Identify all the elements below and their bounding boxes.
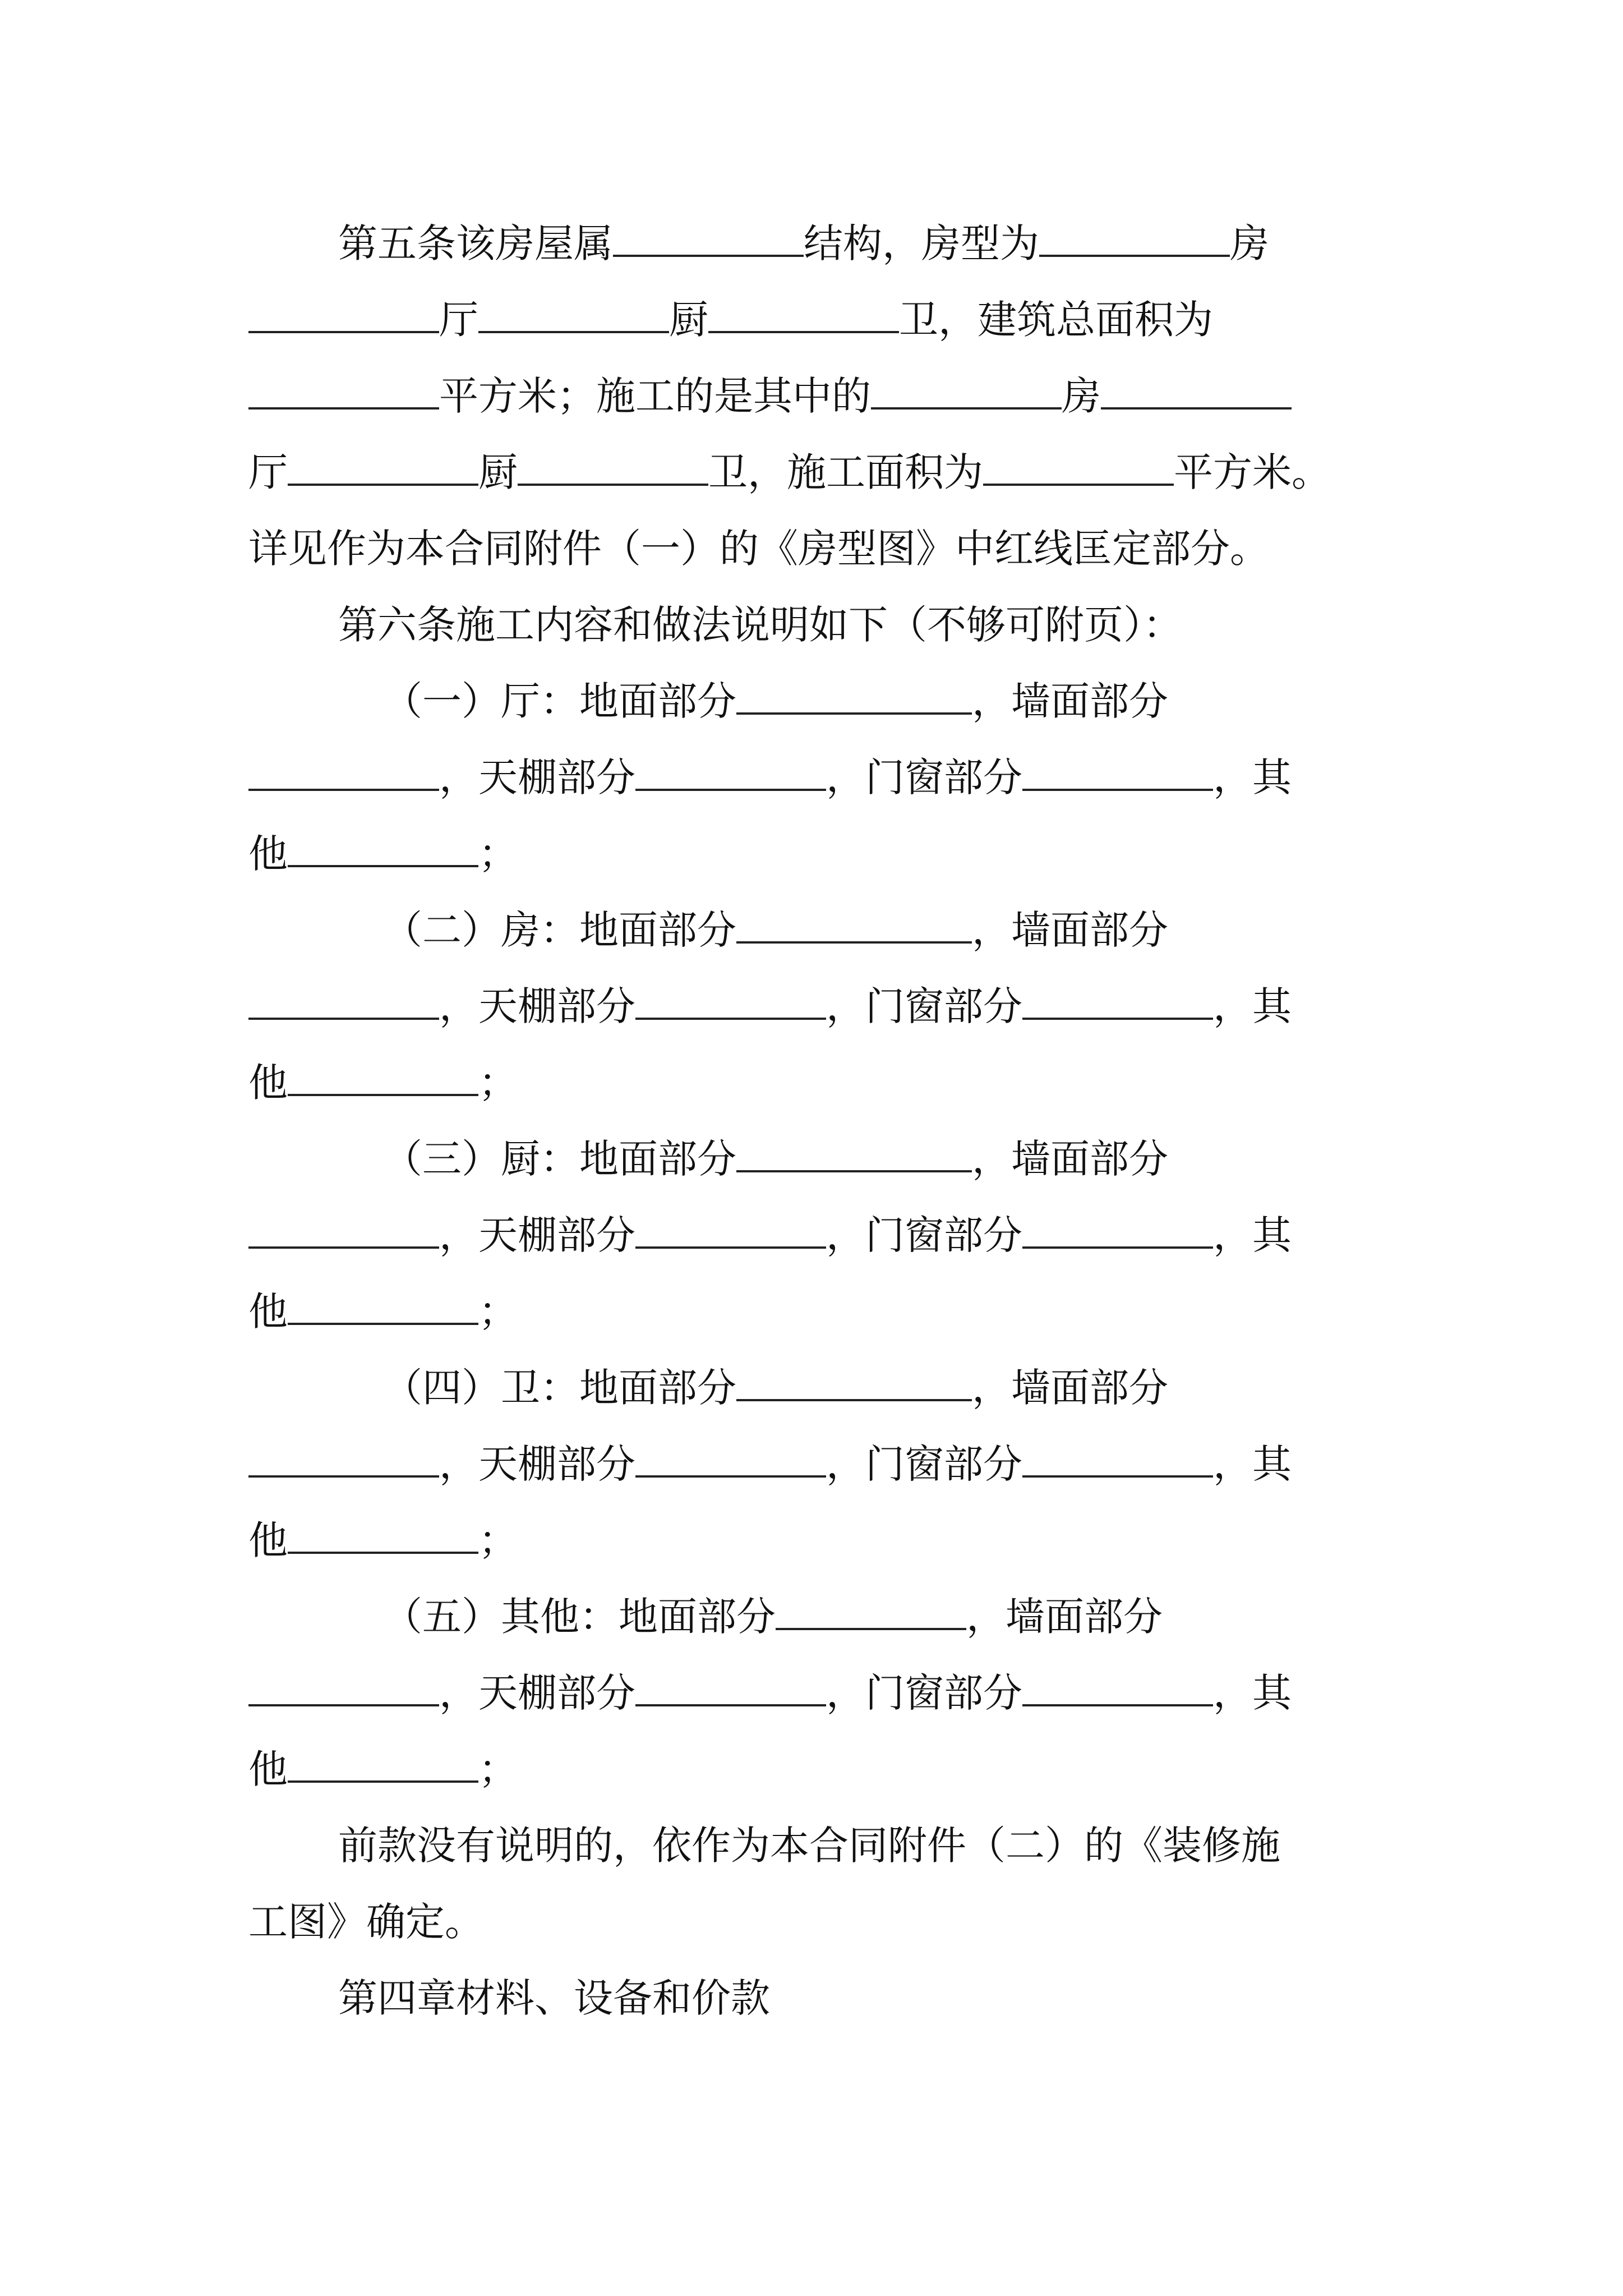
text: ，天棚部分 [439, 1212, 635, 1258]
text: ，墙面部分 [972, 1136, 1168, 1182]
blank-field [635, 1446, 826, 1478]
blank-field [1022, 1217, 1213, 1249]
blank-field [288, 836, 478, 867]
section-3-line-1 [248, 1121, 1527, 1197]
text: ，天棚部分 [439, 754, 635, 800]
section-label: （五）其他：地面部分 [383, 1594, 776, 1640]
section-4-line-2 [248, 1426, 1393, 1502]
blank-field [1022, 988, 1213, 1020]
section-label: （四）卫：地面部分 [383, 1365, 736, 1411]
text: ，门窗部分 [826, 1212, 1022, 1258]
blank-field [635, 1675, 826, 1706]
blank-field [736, 1141, 972, 1172]
text: 他 [248, 1517, 288, 1563]
text: 第六条施工内容和做法说明如下（不够可附页）： [338, 602, 1182, 648]
text: 前款没有说明的，依作为本合同附件（二）的《装修施 [338, 1823, 1280, 1869]
text: ； [478, 1746, 518, 1792]
section-2-line-3 [248, 1045, 1393, 1121]
text: 卫，建筑总面积为 [899, 297, 1213, 343]
blank-field [1039, 226, 1230, 257]
text: 他 [248, 831, 288, 877]
section-5-line-1 [248, 1579, 1527, 1655]
section-5-line-3 [248, 1731, 1393, 1807]
section-label: （二）房：地面部分 [383, 907, 736, 953]
text: 结构，房型为 [804, 220, 1039, 266]
article-5-line-1 [248, 205, 1482, 282]
section-3-line-3 [248, 1273, 1393, 1350]
text: ，墙面部分 [966, 1594, 1163, 1640]
text: 工图》确定。 [248, 1899, 484, 1945]
section-3-line-2 [248, 1197, 1393, 1273]
article-5-line-5 [248, 510, 1393, 587]
closing-line-2 [248, 1884, 1393, 1960]
text: ，其 [1213, 1670, 1292, 1716]
text: 他 [248, 1060, 288, 1106]
text: ，其 [1213, 983, 1292, 1029]
text: ； [478, 1289, 518, 1335]
text: 第五条该房屋属 [338, 220, 613, 266]
blank-field [248, 302, 439, 333]
text: ，其 [1213, 1441, 1292, 1487]
text: ，门窗部分 [826, 983, 1022, 1029]
text: 厨 [669, 297, 708, 343]
text: 他 [248, 1746, 288, 1792]
text: ； [478, 1060, 518, 1106]
text: ，其 [1213, 754, 1292, 800]
blank-field [983, 454, 1174, 486]
text: ，天棚部分 [439, 1670, 635, 1716]
text: 平方米。 [1174, 449, 1331, 495]
section-label: （三）厨：地面部分 [383, 1136, 736, 1182]
text: ，天棚部分 [439, 1441, 635, 1487]
section-2-line-2 [248, 968, 1393, 1045]
blank-field [635, 760, 826, 791]
blank-field [1022, 1675, 1213, 1706]
blank-field [478, 302, 669, 333]
blank-field [871, 378, 1062, 409]
section-4-line-3 [248, 1502, 1393, 1579]
article-5-line-2 [248, 282, 1393, 358]
text: 详见作为本合同附件（一）的《房型图》中红线匡定部分。 [248, 526, 1269, 572]
blank-field [635, 988, 826, 1020]
text: ，天棚部分 [439, 983, 635, 1029]
text: ，墙面部分 [972, 907, 1168, 953]
blank-field [248, 1446, 439, 1478]
blank-field [736, 912, 972, 944]
article-5-line-3 [248, 358, 1393, 434]
blank-field [1022, 1446, 1213, 1478]
text: 厅 [248, 449, 288, 495]
blank-field [288, 1751, 478, 1783]
article-6-heading [248, 587, 1482, 663]
blank-field [708, 302, 899, 333]
text: ； [478, 831, 518, 877]
text: ，墙面部分 [972, 1365, 1168, 1411]
blank-field [288, 1522, 478, 1554]
text: ，门窗部分 [826, 1670, 1022, 1716]
blank-field [248, 1675, 439, 1706]
blank-field [1101, 378, 1292, 409]
section-label: （一）厅：地面部分 [383, 678, 736, 724]
section-5-line-2 [248, 1655, 1393, 1731]
text: 房 [1062, 373, 1101, 419]
blank-field [776, 1599, 966, 1630]
text: ，门窗部分 [826, 1441, 1022, 1487]
blank-field [288, 1294, 478, 1325]
section-1-line-2 [248, 739, 1393, 816]
blank-field [248, 1217, 439, 1249]
chapter-4-heading [248, 1960, 1482, 2036]
blank-field [248, 988, 439, 1020]
text: 厨 [478, 449, 518, 495]
text: 卫，施工面积为 [708, 449, 983, 495]
section-1-line-3 [248, 816, 1393, 892]
section-2-line-1 [248, 892, 1527, 968]
text: 房 [1230, 220, 1269, 266]
blank-field [635, 1217, 826, 1249]
blank-field [248, 760, 439, 791]
text: ，门窗部分 [826, 754, 1022, 800]
blank-field [288, 1065, 478, 1096]
closing-line-1 [248, 1807, 1482, 1884]
section-4-line-1 [248, 1350, 1527, 1426]
article-5-line-4 [248, 434, 1393, 510]
blank-field [248, 378, 439, 409]
text: ，墙面部分 [972, 678, 1168, 724]
text: ，其 [1213, 1212, 1292, 1258]
blank-field [1022, 760, 1213, 791]
blank-field [736, 683, 972, 715]
blank-field [518, 454, 708, 486]
blank-field [613, 226, 804, 257]
text: 平方米；施工的是其中的 [439, 373, 871, 419]
text: 厅 [439, 297, 478, 343]
section-1-line-1 [248, 663, 1527, 739]
text: 第四章材料、设备和价款 [338, 1975, 770, 2021]
text: ； [478, 1517, 518, 1563]
blank-field [288, 454, 478, 486]
blank-field [736, 1370, 972, 1401]
text: 他 [248, 1289, 288, 1335]
